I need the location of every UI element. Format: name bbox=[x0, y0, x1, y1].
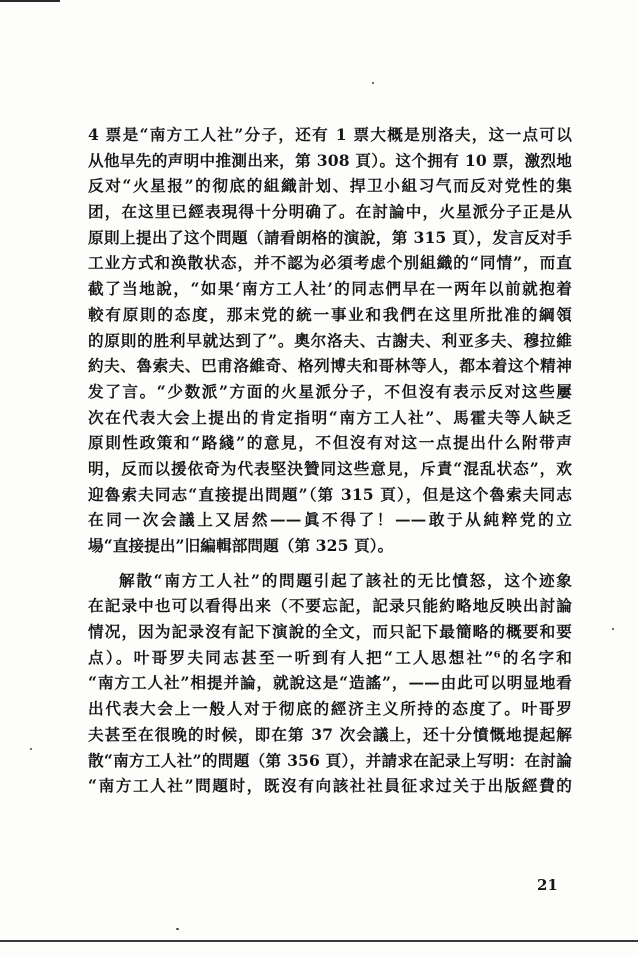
top-rule bbox=[0, 0, 60, 2]
text-line: 較有原則的态度，那末党的統一事业和我們在这里所批准的綱領 bbox=[88, 304, 572, 324]
scan-speck bbox=[30, 748, 32, 750]
text-line: 出代表大会上一般人对于彻底的經济主义所持的态度了。叶哥罗 bbox=[88, 699, 572, 719]
text-line: 原則性政策和“路綫”的意見，不但沒有对这一点提出什么附带声 bbox=[88, 433, 572, 453]
text-line: 明，反而以援依奇为代表堅決贊同这些意見，斥責“混乱状态”，欢 bbox=[88, 458, 572, 478]
bottom-rule bbox=[0, 940, 638, 942]
text-line: 約夫、魯索夫、巴甫洛維奇、格列博夫和哥林等人，都本着这个精神 bbox=[88, 356, 572, 376]
scan-speck bbox=[176, 928, 179, 930]
text-line: 次在代表大会上提出的肯定指明“南方工人社”、馬霍夫等人缺乏 bbox=[88, 407, 572, 427]
paragraph bbox=[88, 122, 572, 559]
text-line: 夫甚至在很晚的时候，即在第 37 次会議上，还十分憤慨地提起解 bbox=[88, 724, 572, 744]
text-line: “南方工人社”問題时，既沒有向該社社員征求过关于出版經費的 bbox=[88, 776, 572, 796]
scan-speck bbox=[372, 82, 374, 84]
page-number: 21 bbox=[537, 876, 558, 894]
text-line: 情况，因为記录沒有記下演說的全文，而只記下最簡略的概要和要 bbox=[88, 622, 572, 642]
body-text bbox=[88, 122, 572, 799]
text-line: 在記录中也可以看得出来（不要忘記，記录只能約略地反映出討論 bbox=[88, 596, 572, 616]
text-line: 反对“火星报”的彻底的組織計划、捍卫小組习气而反对党性的集 bbox=[88, 176, 572, 196]
text-line: 散“南方工人社”的問題（第 356 頁），并請求在記录上写明：在討論 bbox=[88, 750, 572, 770]
text-line: 4 票是“南方工人社”分子，还有 1 票大概是別洛夫，这一点可以 bbox=[88, 125, 572, 144]
text-line: 点）。叶哥罗夫同志甚至一听到有人把“工人思想社”⁶的名字和 bbox=[88, 647, 572, 667]
text-line: 在同一次会議上又居然——眞不得了！——敢于从純粹党的立 bbox=[88, 510, 572, 530]
text-line: 的原則的胜利早就达到了”。奧尔洛夫、古謝夫、利亚多夫、穆拉維 bbox=[88, 330, 572, 350]
text-line: 原則上提出了这个問題（請看朗格的演說，第 315 頁），发言反对手 bbox=[88, 227, 572, 247]
text-line: “南方工人社”相提并論，就說这是“造謠”，——由此可以明显地看 bbox=[88, 673, 572, 693]
text-line: 迎魯索夫同志“直接提出問題”（第 315 頁），但是这个魯索夫同志 bbox=[88, 484, 572, 504]
text-line: 工业方式和涣散状态，并不認为必須考虑个別組織的“同情”，而直 bbox=[88, 253, 572, 273]
text-line: 从他早先的声明中推測出来，第 308 頁）。这个拥有 10 票，激烈地 bbox=[88, 150, 572, 170]
text-line: 发了言。“少数派”方面的火星派分子，不但沒有表示反对这些屢 bbox=[88, 381, 572, 401]
text-line: 截了当地說，“如果‘南方工人社’的同志們早在一两年以前就抱着 bbox=[88, 279, 572, 299]
text-line: 場“直接提出”旧編輯部問題（第 325 頁）。 bbox=[88, 536, 394, 555]
paragraph-gap bbox=[88, 559, 572, 568]
scan-speck bbox=[612, 628, 614, 630]
text-line: 团，在这里已經表現得十分明确了。在討論中，火星派分子正是从 bbox=[88, 202, 572, 222]
paragraph bbox=[88, 568, 572, 799]
text-line: 解散“南方工人社”的問題引起了該社的无比憤怒，这个迹象 bbox=[119, 570, 572, 590]
